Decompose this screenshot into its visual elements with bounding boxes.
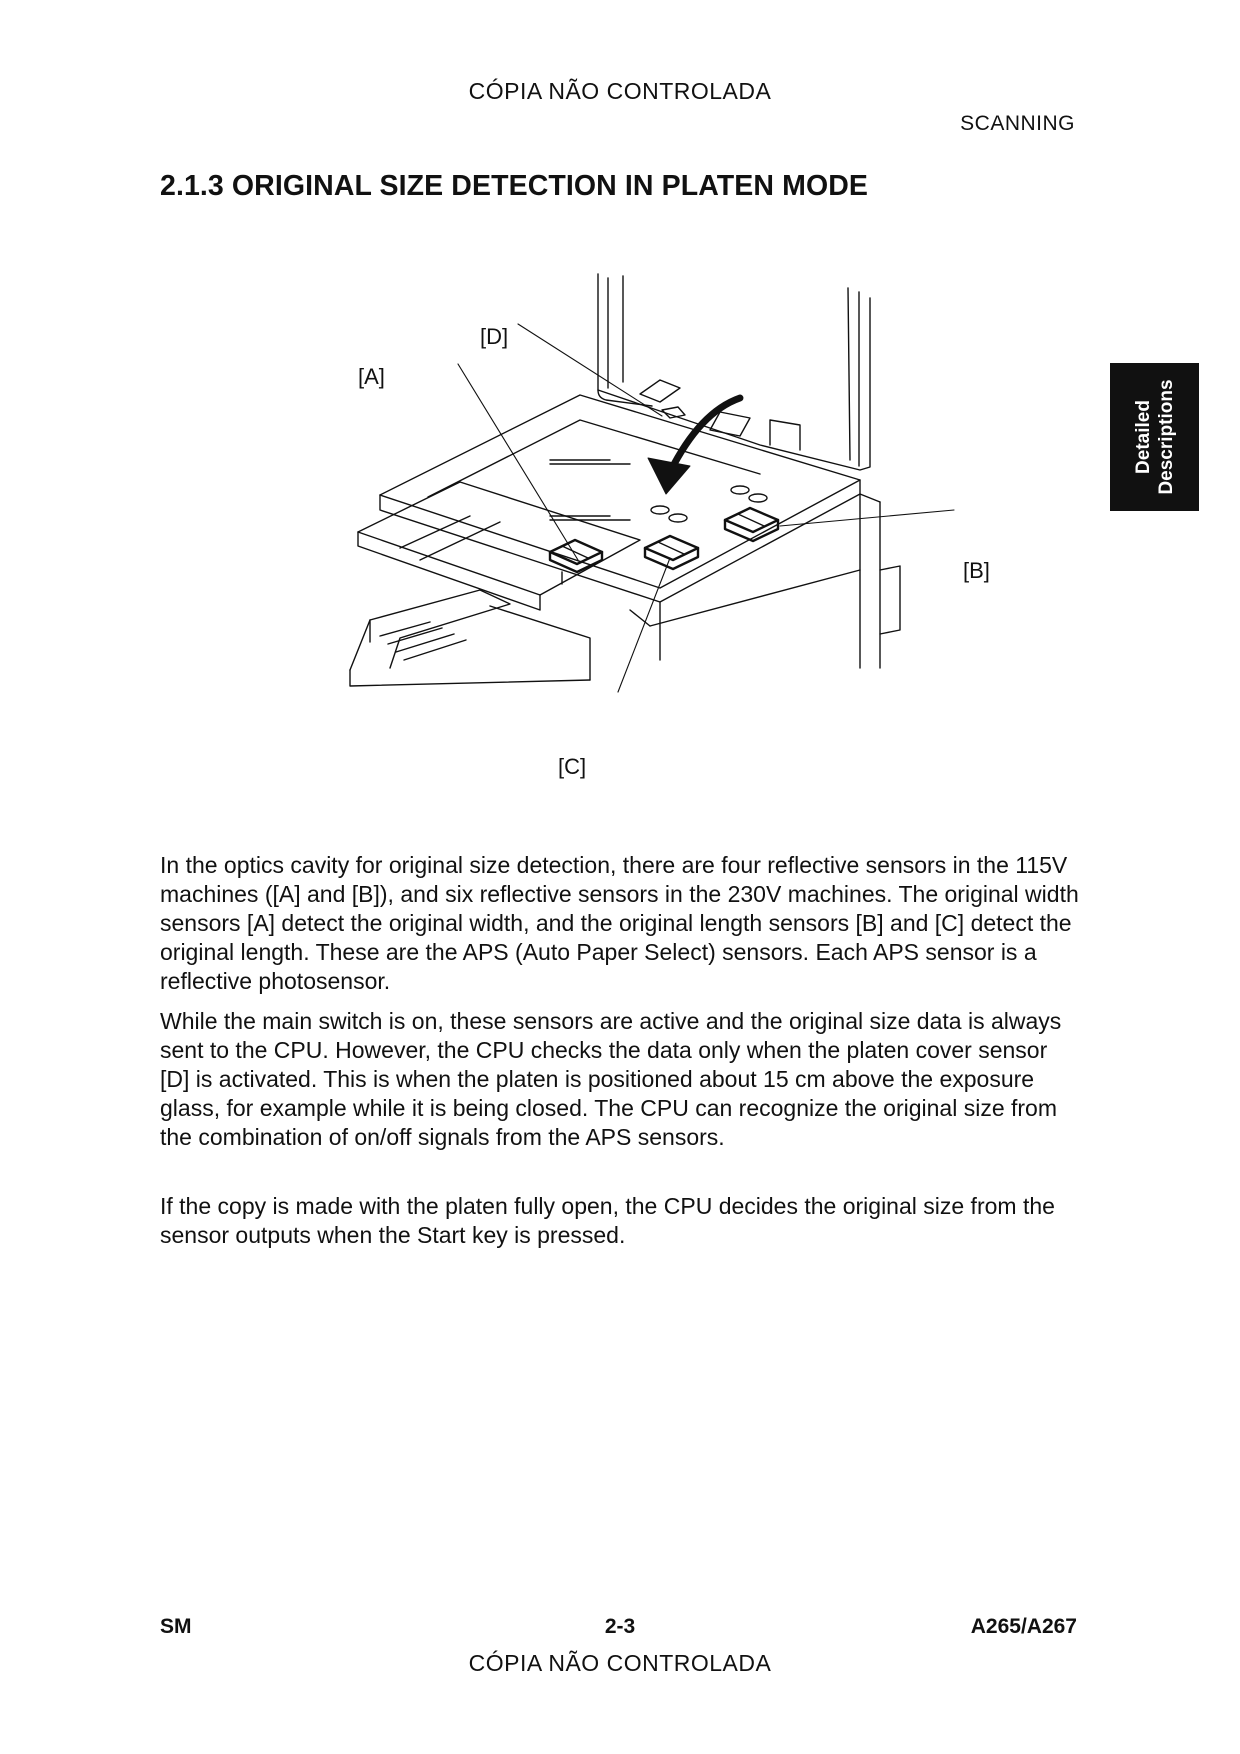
paragraph: If the copy is made with the platen fully open, the CPU decides the original size from the sensor outputs when the Start key is pressed. xyxy=(160,1193,1055,1248)
footer-page-number: 2-3 xyxy=(604,1615,636,1638)
callout-a: [A] xyxy=(358,364,385,389)
aps-sensor-a xyxy=(550,540,602,584)
closing-arrow-icon xyxy=(648,398,740,494)
aps-sensor-c xyxy=(645,536,698,569)
watermark-bottom: CÓPIA NÃO CONTROLADA xyxy=(468,1650,772,1676)
page-title: 2.1.3 ORIGINAL SIZE DETECTION IN PLATEN MODE xyxy=(160,170,869,202)
section-header-label: SCANNING xyxy=(960,112,1075,135)
footer-model-number: A265/A267 xyxy=(970,1615,1077,1638)
paragraph: In the optics cavity for original size detection, there are four reflective sensors in the 115V machines ([A] and [B]), and six reflective sensors in the 230V machines. The original width sensors [A] detect the original width, and the original length sensors [B] and [C] detect the original length. These are the APS (Auto Paper Select) sensors. Each APS sensor is a reflective photosensor. xyxy=(160,852,1079,994)
aps-sensor-b xyxy=(725,508,778,541)
side-tab-line-2: Descriptions xyxy=(1155,379,1177,495)
paper-tray xyxy=(350,590,590,686)
callout-c: [C] xyxy=(558,754,587,779)
callout-b: [B] xyxy=(963,558,990,583)
paragraph: While the main switch is on, these sensors are active and the original size data is always sent to the CPU. However, the CPU checks the data only when the platen cover sensor [D] is activated. This is when the platen is positioned about 15 cm above the exposure glass, for example while it is being closed. The CPU can recognize the original size from the combination of on/off signals from the APS sensors. xyxy=(160,1008,1062,1150)
side-tab-detailed-descriptions[interactable] xyxy=(1110,363,1199,511)
side-tab-line-1: Detailed xyxy=(1132,400,1154,474)
watermark-top: CÓPIA NÃO CONTROLADA xyxy=(468,78,772,104)
exposure-glass-frame xyxy=(358,395,900,668)
platen-cover xyxy=(598,274,870,470)
footer-manual-code: SM xyxy=(160,1615,192,1638)
callout-d: [D] xyxy=(480,324,509,349)
scanner-diagram xyxy=(340,270,1000,790)
